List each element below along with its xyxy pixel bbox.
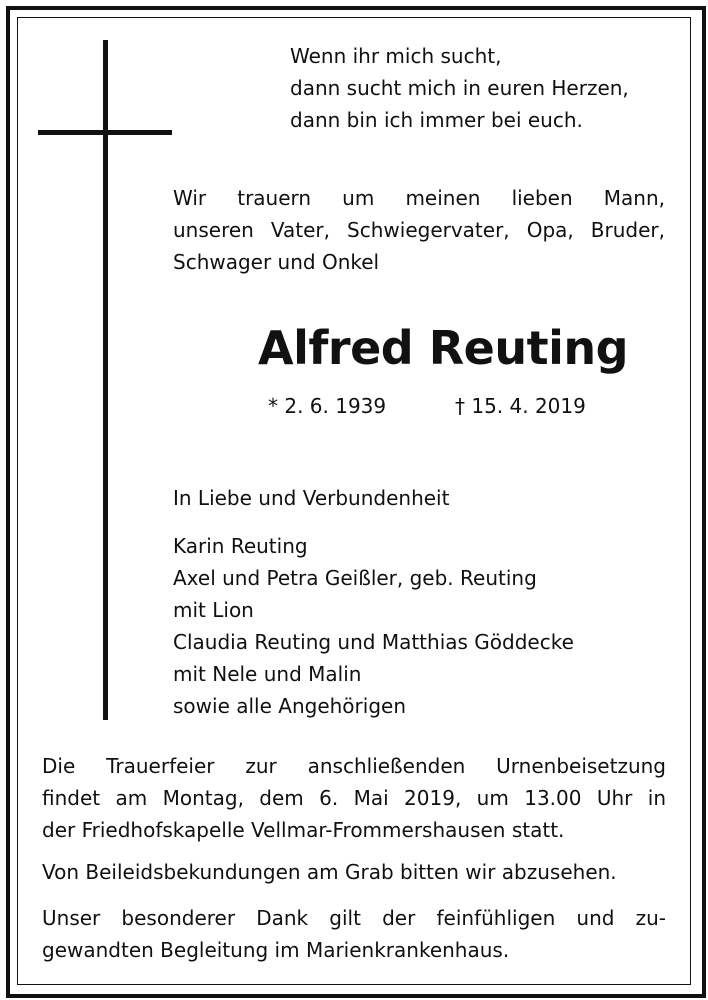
ceremony-line: Die Trauerfeier zur anschließenden Urnenbeisetzung [42, 754, 666, 778]
family-member: Karin Reuting [173, 534, 308, 558]
ceremony-line: der Friedhofskapelle Vellmar-Frommershausen statt. [42, 818, 565, 842]
verse [290, 40, 670, 136]
deceased-name: Alfred Reuting [258, 321, 629, 375]
thanks-line: Unser besonderer Dank gilt der feinfühligen und zu- [42, 906, 666, 930]
verse-line: dann bin ich immer bei euch. [290, 108, 583, 132]
ceremony-notice [42, 750, 666, 846]
intro-line: Schwager und Onkel [173, 250, 380, 274]
verse-line: Wenn ihr mich sucht, [290, 44, 502, 68]
family-member: Axel und Petra Geißler, geb. Reuting [173, 566, 537, 590]
ceremony-line: findet am Montag, dem 6. Mai 2019, um 13.00 Uhr in [42, 786, 666, 810]
verse-line: dann sucht mich in euren Herzen, [290, 76, 629, 100]
family-member: Claudia Reuting und Matthias Göddecke [173, 630, 574, 654]
intro-line: unseren Vater, Schwiegervater, Opa, Bruder, [173, 218, 665, 242]
intro-text [173, 182, 665, 278]
birth-date: * 2. 6. 1939 [268, 394, 387, 418]
condolence-notice: Von Beileidsbekundungen am Grab bitten wir abzusehen. [42, 860, 617, 884]
family-member: mit Nele und Malin [173, 662, 362, 686]
thanks-note [42, 902, 666, 966]
in-love-line: In Liebe und Verbundenheit [173, 486, 450, 510]
cross-icon [103, 40, 108, 720]
intro-line: Wir trauern um meinen lieben Mann, [173, 186, 665, 210]
death-date: † 15. 4. 2019 [455, 394, 586, 418]
family-member: sowie alle Angehörigen [173, 694, 406, 718]
family-list [173, 530, 574, 722]
family-member: mit Lion [173, 598, 254, 622]
cross-icon-bar [38, 130, 172, 135]
thanks-line: gewandten Begleitung im Marienkrankenhaus. [42, 938, 510, 962]
